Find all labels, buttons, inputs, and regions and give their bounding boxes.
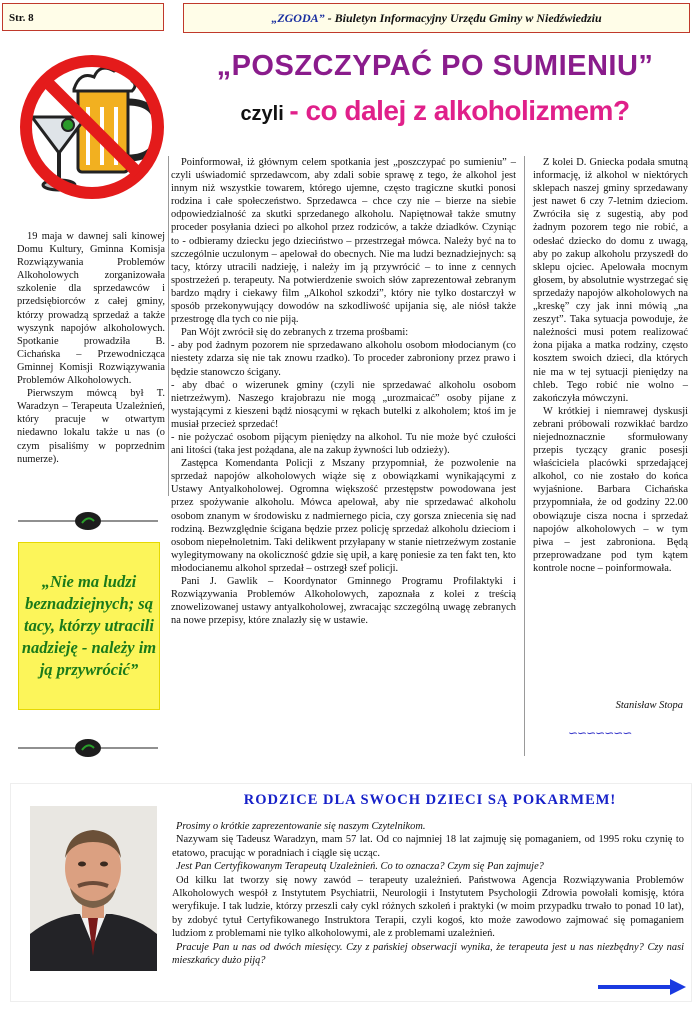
author-signature: Stanisław Stopa bbox=[615, 700, 683, 711]
wave-ornament: ∽∽∽∽∽∽∽ bbox=[568, 726, 632, 740]
question: Prosimy o krótkie zaprezentowanie się naszym Czytelnikom. bbox=[176, 821, 426, 832]
pull-quote-text: „Nie ma ludzi beznadziejnych; są tacy, którzy utracili nadzieję - należy im ją przywrócić” bbox=[21, 572, 157, 679]
paragraph: Z kolei D. Gniecka podała smutną informację, iż alkohol w niektórych sklepach naszej gminy sprzedawany jest nawet 6 czy 7-letnim dzieciom. Zwróciła się z sugestią, aby pod żadnym pozorem tego nie robić, a odesłać dziecko do domu z uwagą, aby po zakup alkoholu przyszedł do sklepu ojciec. Apelowała mocnym głosem, by absolutnie wystrzegać się sprzedaży napojów alkoholowych na „kreskę” czy jak inni mówią „na zeszyt”. Taka sytuacja powoduje, że należności musi potem realizować żona pijaka a matka rodziny, często kosztem swoich dzieci, dla których nie ma w tej sytuacji pieniędzy na chleb. Tego robić nie wolno – zakończyła mówczyni. bbox=[533, 157, 688, 404]
column-divider bbox=[168, 156, 169, 496]
right-column bbox=[533, 156, 688, 575]
pull-quote bbox=[18, 542, 160, 710]
subtitle-main: - co dalej z alkoholizmem? bbox=[289, 95, 630, 126]
ornament-icon bbox=[18, 738, 158, 758]
paragraph: - aby dbać o wizerunek gminy (czyli nie sprzedawać alkoholu osobom nietrzeźwym). Naszego krajobrazu nie mogą „urozmaicać” osoby pijane z wystającymi z kieszeni bądź niosącymi w rękach butelki z alkoholem; ktoś im je musiał przecież sprzedać! bbox=[171, 379, 516, 430]
question: Jest Pan Certyfikowanym Terapeutą Uzależnień. Co to oznacza? Czym się Pan zajmuje? bbox=[176, 861, 544, 873]
bulletin-name: „ZGODA” bbox=[271, 11, 325, 25]
article-subtitle bbox=[180, 95, 690, 127]
lead-column bbox=[17, 230, 165, 466]
paragraph: W krótkiej i niemrawej dyskusji zebrani próbowali rozwikłać bardzo niejednoznacznie sformułowany przepis tyczący granic posesji właściciela placówki sprzedającej alkohol, co nie zostało do końca wyjaśnione. Barbara Cichańska przypomniała, że od godziny 22.00 obowiązuje cisza nocna i sprzedaż napojów alkoholowych – w tym piwa – jest zabroniona. Będą przeprowadzane pod tym kątem kontrole nocne – poinformowała. bbox=[533, 405, 688, 574]
paragraph: - nie pożyczać osobom pijącym pieniędzy na alkohol. Tu nie może być czułości ani litości (taka jest pożądana, ale na zakup żywności lub odzieży). bbox=[171, 431, 516, 457]
article-title: „POSZCZYPAĆ PO SUMIENIU” bbox=[216, 50, 654, 82]
paragraph: - aby pod żadnym pozorem nie sprzedawano alkoholu osobom młodocianym (co niestety zdarza się nie tak znowu rzadko). To proceder zabroniony przez prawo i będzie stanowczo ścigany. bbox=[171, 340, 516, 378]
bulletin-subtitle: - Biuletyn Informacyjny Urzędu Gminy w Niedźwiedziu bbox=[324, 11, 602, 25]
interview-title: RODZICE DLA SWOCH DZIECI SĄ POKARMEM! bbox=[243, 792, 617, 808]
paragraph: Pan Wójt zwrócił się do zebranych z trzema prośbami: bbox=[181, 327, 409, 339]
answer: Od kilku lat tworzy się nowy zawód – terapeuty uzależnień. Państwowa Agencja Rozwiązywania Problemów Alkoholowych wespół z Instytutem Psychiatrii, Neurologii i Instytutem Psychologii Zdrowia powołali komisję, która weryfikuje. I tak ludzie, którzy przeszli cały cykl różnych szkoleń i praktyki (w moim przypadku trwało to ponad 10 lat), by zdobyć tytuł Certyfikowanego Instruktora Terapii, czyli kogoś, kto może zawodowo zajmować się pomaganiem ludziom z problemami nie tylko alkoholowymi, ale z problemami uzależnień. bbox=[172, 874, 684, 940]
no-alcohol-icon bbox=[18, 47, 166, 207]
page-number: Str. 8 bbox=[2, 3, 164, 31]
paragraph: Zastępca Komendanta Policji z Mszany przypomniał, że pozwolenie na sprzedaż napojów alkoholowych wiąże się z obowiązkami wynikającymi z Ustawy Antyalkoholowej. Ogromna większość przestępstw powodowana jest przez spożywanie alkoholu. Mówca apelował, aby nie sprzedawać alkoholu osobom znanym w środowisku z nadmiernego picia, czy gorsza zniecenia się nad rodziną. Bezwzględnie ścigana będzie przez policję sprzedaż alkoholu dzieciom i osobom niepełnoletnim. Taki delikwent przyłapany w stanie nietrzeźwym zostanie wylegitymowany na okoliczność gdzie się upił, a karę poniesie za ten fakt ten, kto młodocianemu alkohol sprzedał – ostrzegł szef policji. bbox=[171, 458, 516, 574]
lead-paragraph: Pierwszym mówcą był T. Waradzyn – Terapeuta Uzależnień, który pracuje w otwartym niedawno lokalu także u nas (o czym pisaliśmy w poprzednim numerze). bbox=[17, 388, 165, 465]
paragraph: Poinformował, iż głównym celem spotkania jest „poszczypać po sumieniu” – czyli uświadomić sprzedawcom, aby zdali sobie sprawę z tego, że alkohol jest innym niż wszystkie towarem, którego ujemne, często tragiczne skutki ponosi rodzina i całe społeczeństwo. Sprzedawca – chce czy nie – bierze na siebie odpowiedzialność za skutki sprzedanego alkoholu. Napiętnował także smutny proceder posyłania dzieci po alkohol przez rodziców, a także dziadków. Czyniąc to - odbieramy dziecku jego dzieciństwo – przestrzegał mówca. Należy być na to szczególnie uczulonym – apelował do obecnych. Nie ma ludzi beznadziejnych: są tacy, którzy utracili nadzieję, i należy im ją przywrócić – to inne z cennych spostrzeżeń p. terapeuty. Na potwierdzenie swoich słów zaprezentował zebranym bardzo mądry i ciekawy film „Alkohol szkodzi”, który nie tylko dostarczył w sposób przekonywujący dowodów na szkodliwość upijania się, ale niósł także przestrogę dla tych co nie piją. bbox=[171, 157, 516, 326]
arrow-right-icon[interactable] bbox=[598, 979, 686, 995]
bulletin-header bbox=[183, 3, 690, 33]
subtitle-prefix: czyli bbox=[240, 103, 290, 125]
column-divider bbox=[524, 156, 525, 756]
paragraph: Pani J. Gawlik – Koordynator Gminnego Programu Profilaktyki i Rozwiązywania Problemów Alkoholowych, zapoznała z kolei z treścią znowelizowanej ustawy antyalkoholowej, zwracając szczególną uwagę zebranych na nowe przepisy, które znalazły się w ustawie. bbox=[171, 576, 516, 627]
question: Pracuje Pan u nas od dwóch miesięcy. Czy z pańskiej obserwacji wynika, że terapeuta jest u nas niezbędny? Czy nasi mieszkańcy dużo piją? bbox=[172, 941, 684, 967]
answer: Nazywam się Tadeusz Waradzyn, mam 57 lat. Od co najmniej 18 lat zajmuję się pomaganiem, od 1995 roku czynię to etatowo, pracując w poradniach i ciągle się ucząc. bbox=[172, 834, 684, 859]
interview-text bbox=[172, 820, 684, 967]
lead-paragraph: 19 maja w dawnej sali kinowej Domu Kultury, Gminna Komisja Rozwiązywania Problemów Alkoholowych zorganizowała szkolenie dla sprzedawców i przedsiębiorców z całej gminy, którzy prowadzą sprzedaż a także wyszynk napojów alkoholowych. Spotkanie prowadziła B. Cichańska – Przewodnicząca Gminnej Komisji Rozwiązywania Problemów Alkoholowych. bbox=[17, 231, 165, 387]
portrait-photo bbox=[30, 806, 157, 971]
ornament-icon bbox=[18, 511, 158, 531]
middle-column bbox=[171, 156, 516, 627]
